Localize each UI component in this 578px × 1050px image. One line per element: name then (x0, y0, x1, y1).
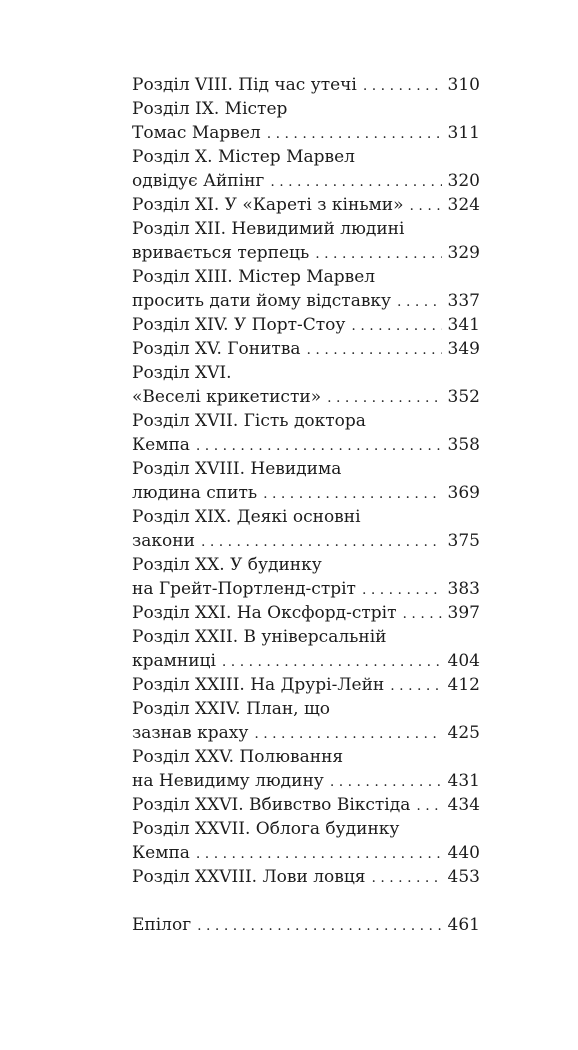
toc-title-line (132, 553, 480, 577)
toc-entry (132, 217, 480, 265)
toc-title-text: Епілог (132, 915, 192, 935)
toc-entry (132, 361, 480, 409)
toc-title-text: крамниці (132, 651, 216, 671)
dot-leader (363, 74, 442, 98)
toc-final-line (132, 529, 480, 553)
toc-title-text: Розділ XVIII. Невидима (132, 459, 342, 479)
toc-final-line (132, 601, 480, 625)
toc-title-text: Розділ XXI. На Оксфорд-стріт (132, 603, 397, 623)
toc-title-text: Розділ XII. Невидимий людині (132, 219, 405, 239)
toc-final-line (132, 169, 480, 193)
toc-entry (132, 265, 480, 313)
toc-entry (132, 673, 480, 697)
toc-title-text: Кемпа (132, 843, 190, 863)
page-number: 310 (447, 75, 480, 95)
page-number: 349 (447, 339, 480, 359)
toc-title-text: Розділ XXVIII. Лови ловця (132, 867, 366, 887)
toc-entry (132, 817, 480, 865)
dot-leader (390, 674, 441, 698)
dot-leader (254, 722, 441, 746)
toc-title-line (132, 361, 480, 385)
toc-entry (132, 337, 480, 361)
toc-final-line (132, 913, 480, 937)
toc-title-text: Розділ XIX. Деякі основні (132, 507, 361, 527)
toc-final-line (132, 649, 480, 673)
toc-final-line (132, 73, 480, 97)
toc-entry (132, 97, 480, 145)
toc-title-text: Розділ XVI. (132, 363, 232, 383)
toc-title-text: Розділ XXIII. На Друрі-Лейн (132, 675, 385, 695)
dot-leader (327, 386, 441, 410)
toc-entry (132, 457, 480, 505)
dot-leader (416, 794, 441, 818)
toc-title-text: вривається терпець (132, 243, 310, 263)
dot-leader (222, 650, 442, 674)
toc-entry (132, 601, 480, 625)
toc-title-text: Розділ XV. Гонитва (132, 339, 301, 359)
toc-final-line (132, 769, 480, 793)
dot-leader (196, 434, 442, 458)
toc-title-line (132, 817, 480, 841)
toc-title-text: зазнав краху (132, 723, 249, 743)
toc-final-line (132, 721, 480, 745)
toc-title-text: одвідує Айпінг (132, 171, 265, 191)
toc-title-text: Розділ IX. Містер (132, 99, 288, 119)
toc-title-line (132, 145, 480, 169)
toc-final-line (132, 673, 480, 697)
page-number: 397 (447, 603, 480, 623)
page-number: 425 (447, 723, 480, 743)
toc-title-text: Розділ X. Містер Марвел (132, 147, 355, 167)
toc-title-text: Розділ XXIV. План, що (132, 699, 331, 719)
toc-title-text: Розділ XXV. Полювання (132, 747, 344, 767)
dot-leader (201, 530, 442, 554)
toc-final-line (132, 481, 480, 505)
toc-title-line (132, 745, 480, 769)
toc-title-line (132, 97, 480, 121)
toc-title-line (132, 265, 480, 289)
toc-entry (132, 745, 480, 793)
toc-entry (132, 625, 480, 673)
dot-leader (410, 194, 442, 218)
toc-entry (132, 697, 480, 745)
toc-final-line (132, 313, 480, 337)
toc-title-text: Кемпа (132, 435, 190, 455)
dot-leader (351, 314, 441, 338)
toc-title-text: на Грейт-Портленд-стріт (132, 579, 356, 599)
page-number: 461 (447, 915, 480, 935)
toc-title-line (132, 697, 480, 721)
page-number: 369 (447, 483, 480, 503)
toc-title-line (132, 457, 480, 481)
toc-entry (132, 313, 480, 337)
toc-title-text: Розділ XXVI. Вбивство Вікстіда (132, 795, 411, 815)
dot-leader (197, 914, 441, 938)
toc-final-line (132, 121, 480, 145)
toc-title-text: Розділ VIII. Під час утечі (132, 75, 357, 95)
page-number: 324 (447, 195, 480, 215)
toc-final-line (132, 385, 480, 409)
page-number: 311 (447, 123, 480, 143)
dot-leader (330, 770, 442, 794)
dot-leader (403, 602, 442, 626)
toc-final-line (132, 577, 480, 601)
toc-final-line (132, 289, 480, 313)
toc-final-line (132, 433, 480, 457)
page-number: 375 (447, 531, 480, 551)
page-number: 352 (447, 387, 480, 407)
page-number: 358 (447, 435, 480, 455)
toc-title-text: закони (132, 531, 195, 551)
toc-final-line (132, 793, 480, 817)
page-number: 440 (447, 843, 480, 863)
toc-entry (132, 145, 480, 193)
toc-entry (132, 73, 480, 97)
section-spacer (132, 889, 480, 913)
toc-title-text: Розділ XX. У будинку (132, 555, 322, 575)
toc-final-line (132, 841, 480, 865)
table-of-contents (132, 73, 480, 937)
toc-title-text: Розділ XXII. В універсальній (132, 627, 387, 647)
toc-title-text: просить дати йому відставку (132, 291, 392, 311)
toc-entry-epilogue (132, 913, 480, 937)
dot-leader (263, 482, 441, 506)
page-number: 320 (447, 171, 480, 191)
toc-title-text: Розділ XI. У «Кареті з кіньми» (132, 195, 404, 215)
dot-leader (196, 842, 442, 866)
toc-title-text: Томас Марвел (132, 123, 261, 143)
page-number: 431 (447, 771, 480, 791)
page-number: 404 (447, 651, 480, 671)
toc-title-line (132, 625, 480, 649)
toc-title-text: «Веселі крикетисти» (132, 387, 322, 407)
toc-entry (132, 409, 480, 457)
toc-final-line (132, 241, 480, 265)
page-number: 453 (447, 867, 480, 887)
page-number: 341 (447, 315, 480, 335)
toc-final-line (132, 193, 480, 217)
dot-leader (397, 290, 442, 314)
page-number: 383 (447, 579, 480, 599)
toc-entry (132, 793, 480, 817)
toc-title-text: Розділ XIII. Містер Марвел (132, 267, 376, 287)
dot-leader (315, 242, 441, 266)
toc-final-line (132, 337, 480, 361)
page-number: 329 (447, 243, 480, 263)
page-number: 434 (447, 795, 480, 815)
toc-title-text: Розділ XXVII. Облога будинку (132, 819, 400, 839)
toc-entry (132, 505, 480, 553)
toc-title-text: Розділ XIV. У Порт-Стоу (132, 315, 346, 335)
toc-final-line (132, 865, 480, 889)
toc-title-line (132, 217, 480, 241)
dot-leader (307, 338, 442, 362)
toc-title-text: Розділ XVII. Гість доктора (132, 411, 366, 431)
toc-entry (132, 865, 480, 889)
dot-leader (270, 170, 441, 194)
page-number: 412 (447, 675, 480, 695)
toc-title-line (132, 505, 480, 529)
dot-leader (267, 122, 442, 146)
toc-title-text: людина спить (132, 483, 258, 503)
page-number: 337 (447, 291, 480, 311)
toc-title-line (132, 409, 480, 433)
dot-leader (362, 578, 442, 602)
toc-entry (132, 553, 480, 601)
toc-title-text: на Невидиму людину (132, 771, 324, 791)
dot-leader (371, 866, 441, 890)
toc-entry (132, 193, 480, 217)
